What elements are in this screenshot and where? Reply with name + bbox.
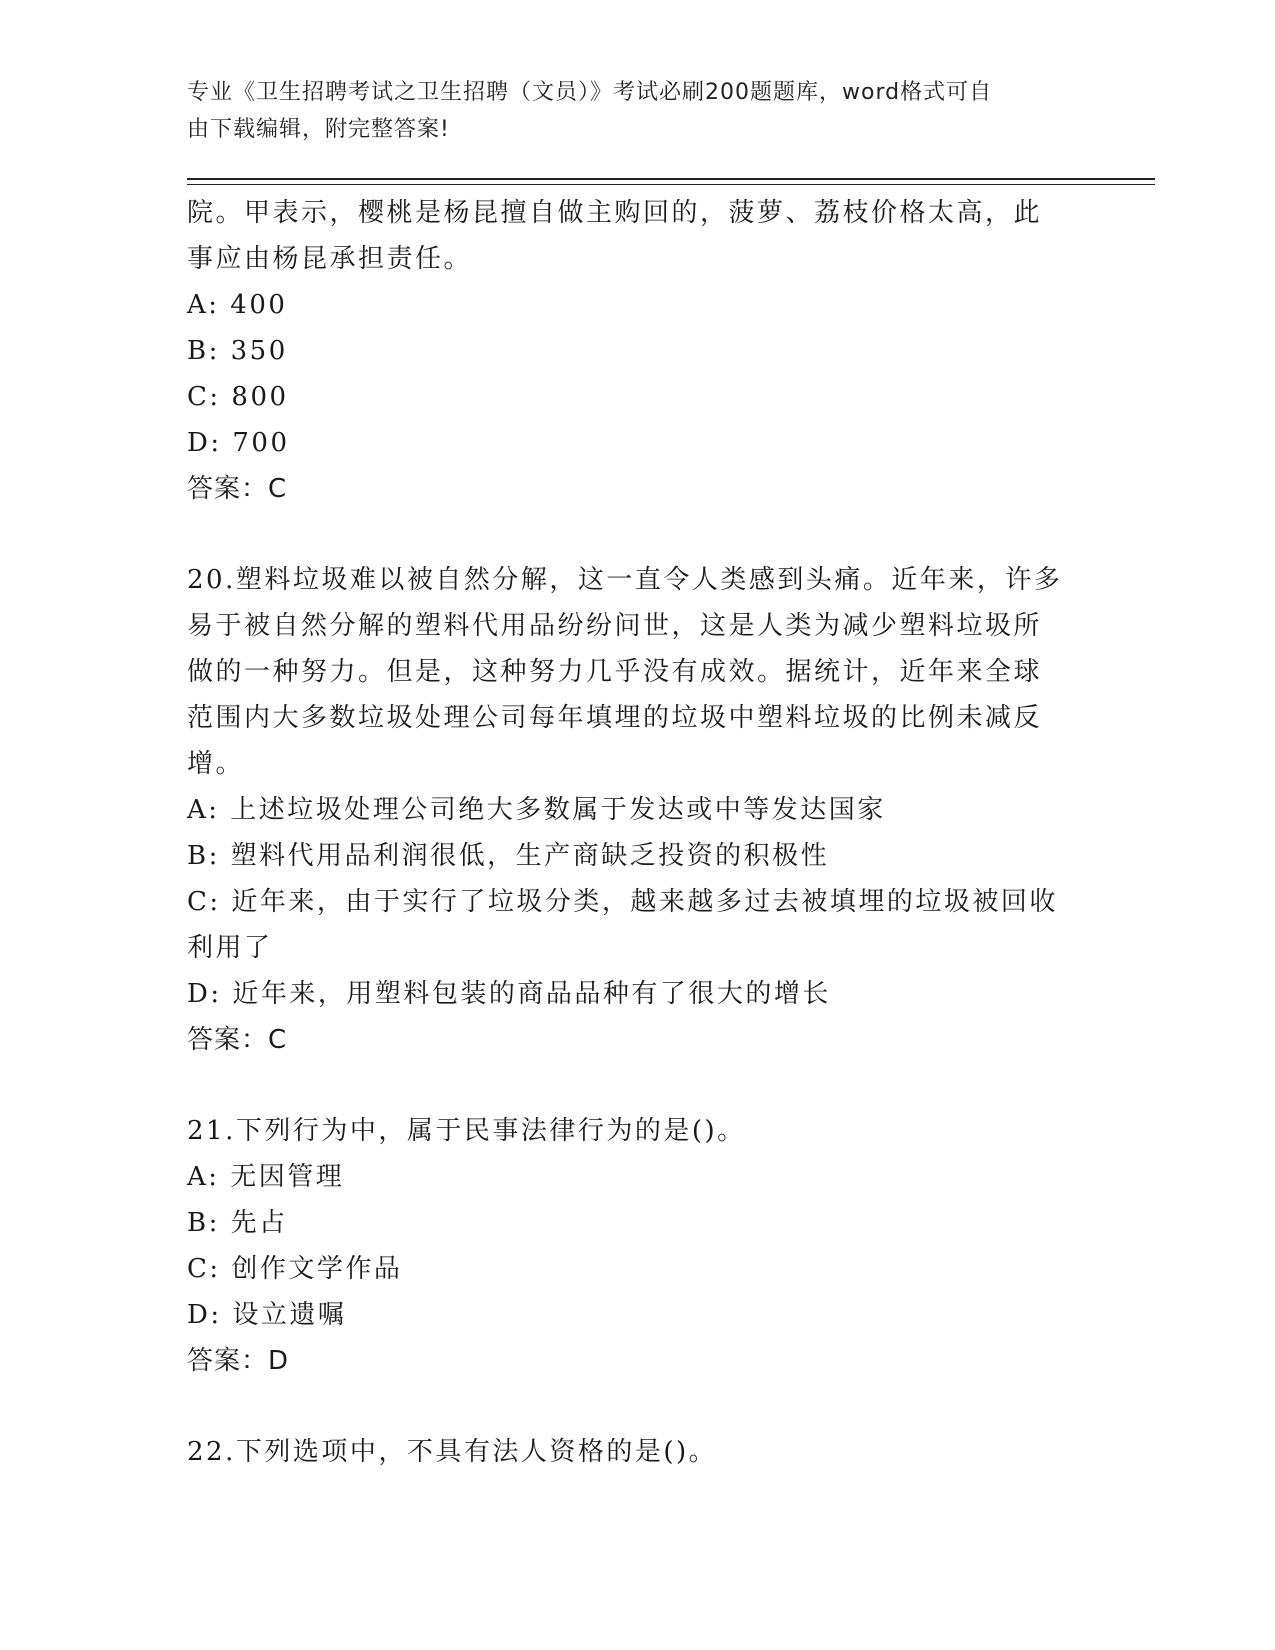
question-text-line: 22.下列选项中，不具有法人资格的是()。 <box>187 1437 718 1467</box>
option-b: B: 塑料代用品利润很低，生产商缺乏投资的积极性 <box>187 841 830 871</box>
option-d: D: 设立遗嘱 <box>187 1300 347 1330</box>
option-c: C: 800 <box>187 382 289 412</box>
question-text-line: 增。 <box>187 749 245 779</box>
question-block-21 <box>187 1108 1087 1384</box>
question-text-line: 易于被自然分解的塑料代用品纷纷问世，这是人类为减少塑料垃圾所 <box>187 611 1043 641</box>
header-title-line-1: 专业《卫生招聘考试之卫生招聘（文员）》考试必刷200题题库，word格式可自 <box>187 80 993 105</box>
page-content <box>187 190 1087 1475</box>
question-text-line: 范围内大多数垃圾处理公司每年填埋的垃圾中塑料垃圾的比例未减反 <box>187 703 1043 733</box>
answer-label: 答案：C <box>187 1025 288 1055</box>
header-divider-thick <box>187 178 1155 180</box>
question-text-line: 做的一种努力。但是，这种努力几乎没有成效。据统计，近年来全球 <box>187 657 1043 687</box>
option-b: B: 350 <box>187 336 288 366</box>
question-block-19 <box>187 190 1087 512</box>
answer-label: 答案：D <box>187 1346 290 1376</box>
spacer <box>187 1384 1087 1429</box>
option-a: A: 400 <box>187 290 288 320</box>
option-a: A: 无因管理 <box>187 1162 345 1192</box>
spacer <box>187 512 1087 557</box>
header-divider-thin <box>187 184 1155 185</box>
option-c: C: 创作文学作品 <box>187 1254 403 1284</box>
option-c-continued: 利用了 <box>187 933 273 963</box>
option-d: D: 近年来，用塑料包装的商品品种有了很大的增长 <box>187 979 831 1009</box>
answer-label: 答案：C <box>187 474 288 504</box>
question-text-line: 21.下列行为中，属于民事法律行为的是()。 <box>187 1116 746 1146</box>
spacer <box>187 1063 1087 1108</box>
question-text-line: 20.塑料垃圾难以被自然分解，这一直令人类感到头痛。近年来，许多 <box>187 565 1063 595</box>
option-a: A: 上述垃圾处理公司绝大多数属于发达或中等发达国家 <box>187 795 886 825</box>
question-text-line: 院。甲表示，樱桃是杨昆擅自做主购回的，菠萝、荔枝价格太高，此 <box>187 198 1043 228</box>
option-d: D: 700 <box>187 428 290 458</box>
question-text-line: 事应由杨昆承担责任。 <box>187 244 473 274</box>
document-header <box>187 74 1067 148</box>
option-b: B: 先占 <box>187 1208 288 1238</box>
question-block-22 <box>187 1429 1087 1475</box>
option-c: C: 近年来，由于实行了垃圾分类，越来越多过去被填埋的垃圾被回收 <box>187 887 1058 917</box>
question-block-20 <box>187 557 1087 1063</box>
header-title-line-2: 由下载编辑，附完整答案! <box>187 117 450 142</box>
